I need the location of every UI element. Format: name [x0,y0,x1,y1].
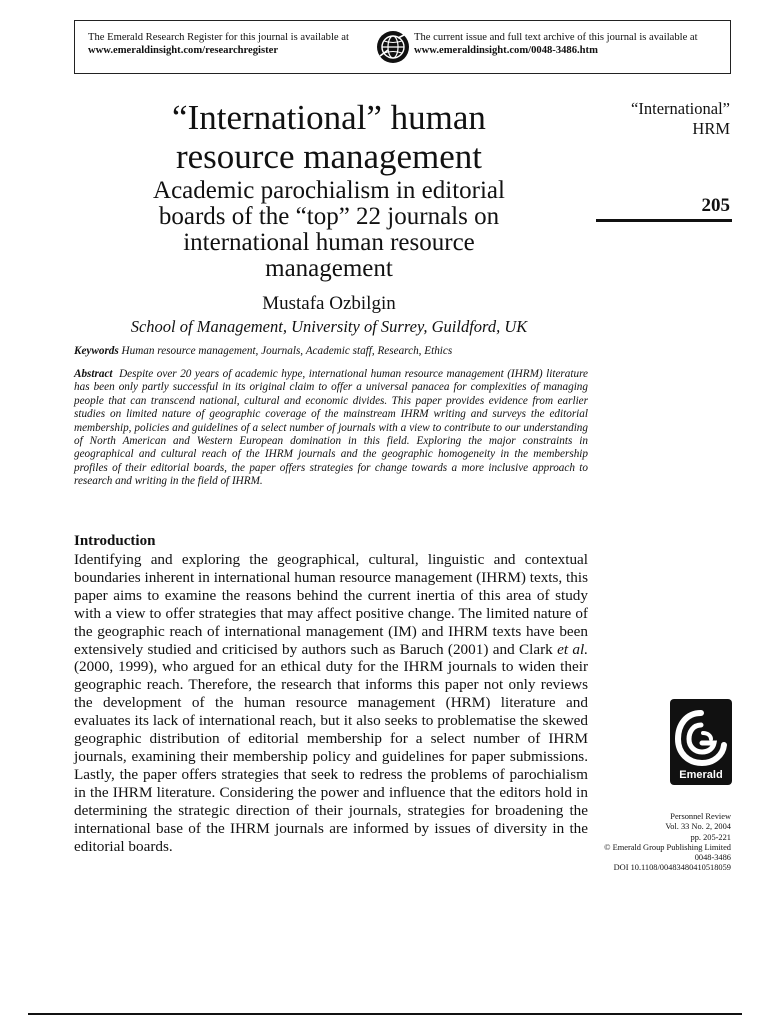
journal-pages: pp. 205-221 [690,832,731,842]
keywords-label: Keywords [74,345,119,357]
banner-right-text: The current issue and full text archive of this journal is available at [414,32,698,43]
subtitle-line: international human resource [183,229,475,256]
logo-wordmark: Emerald [679,769,723,781]
banner-left [88,31,349,57]
author-affiliation: School of Management, University of Surrey, Guildford, UK [130,317,528,336]
footer-rule [28,1013,742,1015]
keywords-text: Human resource management, Journals, Academic staff, Research, Ethics [121,345,453,357]
body-text-etal: et al. [557,640,589,658]
banner-right [414,31,698,57]
globe-icon [376,30,410,64]
emerald-logo [670,699,732,785]
journal-meta [560,812,731,874]
journal-doi[interactable]: DOI 10.1108/00483480410518059 [613,863,731,873]
running-title-line: HRM [692,119,730,138]
title-line: resource management [175,137,483,176]
header-banner [74,20,731,74]
body-paragraph [74,551,588,855]
journal-volume: Vol. 33 No. 2, 2004 [665,822,731,832]
page-number-rule [596,219,732,222]
running-title-line: “International” [631,99,730,118]
abstract-text: Despite over 20 years of academic hype, international human resource management (IHRM) literature has been only partly successful in its original claim to offer a universal panacea for complexities of managing people that can transcend national, cultural and economic divides. This paper provides evidence from earlier studies on limited nature of geographic coverage of the mainstream IHRM writing and surveys the editorial membership, policies and guidelines of a select number of journals with a view to contribute to our understanding of North American and Western European domination in this field. Exploring the major constraints in geographical and cultural reach of the IHRM journals and the geographic homogeneity in the membership profiles of their editorial boards, the paper offers strategies for change towards a more inclusive approach to research and writing in the field of IHRM. [74,368,588,488]
author-name: Mustafa Ozbilgin [262,293,396,314]
article-subtitle [64,178,594,282]
banner-left-text: The Emerald Research Register for this journal is available at [88,32,349,43]
page-number: 205 [701,195,730,216]
body-text-part: Identifying and exploring the geographical, cultural, linguistic and contextual boundaries inherent in international human resource management (IHRM) texts, this paper aims to examine the reasons behind the current inertia of this area of study with a view to offer strategies that may affect positive change. The limited nature of the geographic reach of international management (IM) and IHRM texts have been extensively studied and criticised by authors such as Baruch (2001) and Clark [74,551,588,658]
journal-name: Personnel Review [670,812,731,821]
journal-copyright: © Emerald Group Publishing Limited [604,842,731,852]
body-text-part: (2000, 1999), who argued for an ethical duty for the IHRM journals to widen their geographic reach. Therefore, the research that informs this paper not only reviews the development of the human resource management (HRM) literature and evaluates its lack of international reach, but it also seeks to problematise the skewed geographic distribution of editorial membership for a select number of IHRM journals, examining their membership policy and guidelines for paper submissions. Lastly, the paper offers strategies that seek to redress the problems of parochialism in the IHRM literature. Considering the power and influence that the editors hold in determining the strategic direction of their journals, strategies for broadening the international base of the IHRM journals are informed by issues of diversity in the editorial boards. [74,658,588,855]
abstract [74,368,588,489]
title-line: “International” human [172,98,486,137]
running-title [596,99,730,139]
journal-issn: 0048-3486 [694,853,731,863]
keywords [74,344,594,359]
subtitle-line: management [265,255,393,282]
journal-archive-link[interactable]: www.emeraldinsight.com/0048-3486.htm [414,45,598,56]
research-register-link[interactable]: www.emeraldinsight.com/researchregister [88,45,279,56]
abstract-label: Abstract [74,368,113,380]
article-title [64,98,594,176]
subtitle-line: boards of the “top” 22 journals on [158,203,500,230]
subtitle-line: Academic parochialism in editorial [153,177,505,204]
section-heading-introduction: Introduction [74,533,156,549]
